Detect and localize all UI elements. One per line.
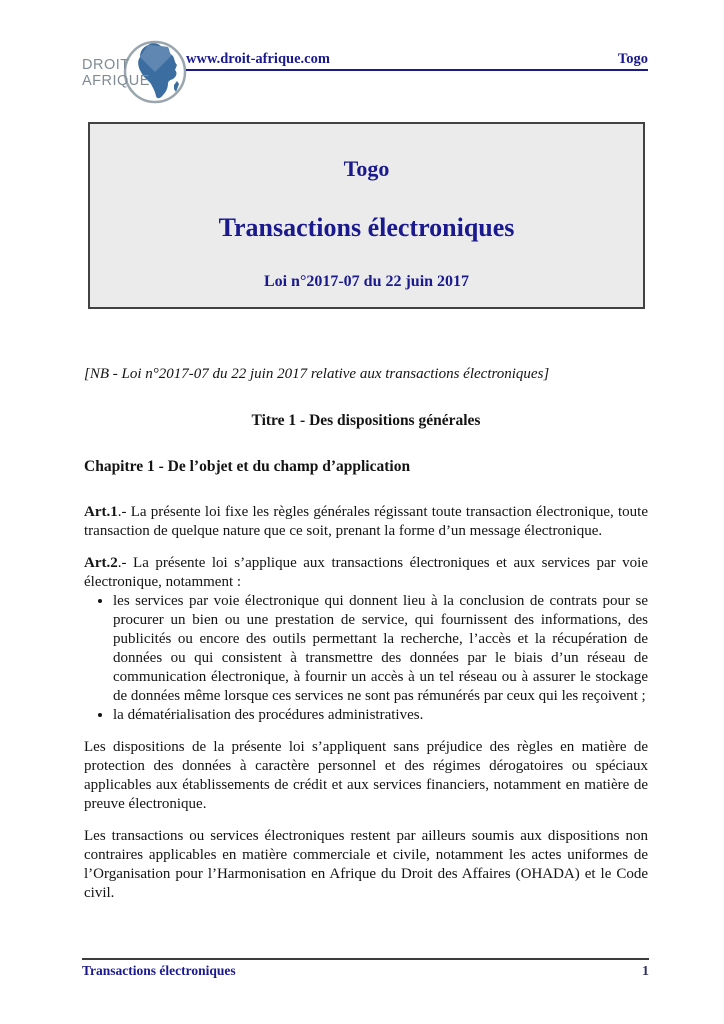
nb-note: [NB - Loi n°2017-07 du 22 juin 2017 relative aux transactions électroniques] (84, 366, 550, 382)
title-box-country: Togo (343, 156, 390, 181)
africa-map-icon (80, 38, 200, 108)
page-number: 1 (642, 964, 649, 979)
article-1-text: La présente loi fixe les règles générales régissant toute transaction électronique, toute transaction de quelque nature que ce soit, prenant la forme d’un message électronique. (84, 504, 648, 539)
article-2-bullet-list (84, 592, 648, 725)
site-link[interactable]: www.droit-afrique.com (186, 51, 330, 67)
document-body (84, 365, 648, 903)
page-header (186, 46, 648, 71)
article-2-separator: .- (117, 555, 134, 571)
list-item: • la dématérialisation des procédures administratives. (113, 706, 648, 725)
list-item: • les services par voie électronique qui donnent lieu à la conclusion de contrats pour se procurer un bien ou une prestation de service, qui fournissent des informations, des publicités ou encore des outils permettant la recherche, l’accès et la récupération de données ou qui consistent à transmettre des données par le biais d’un réseau de communication électronique, à fournir un accès à un tel réseau ou à assurer le stockage de données même lorsque ces services ne sont pas rémunérés par ceux qui les reçoivent ; (113, 592, 648, 706)
header-country: Togo (617, 51, 648, 67)
body-paragraph: Les dispositions de la présente loi s’appliquent sans préjudice des règles en matière de protection des données à caractère personnel et des régimes dérogatoires ou spéciaux applicables aux établissements de crédit et aux services financiers, notamment en matière de preuve électronique. (84, 739, 648, 812)
article-2-text: La présente loi s’applique aux transactions électroniques et aux services par voie électronique, notamment : (84, 555, 648, 590)
droit-afrique-logo (80, 38, 200, 108)
article-2-paragraph (84, 554, 648, 592)
title-box-subject: Transactions électroniques (218, 213, 515, 242)
article-1-label: Art.1 (84, 504, 118, 520)
heading-titre-1: Titre 1 - Des dispositions générales (251, 412, 481, 429)
footer-doc-title: Transactions électroniques (82, 963, 236, 978)
heading-chapitre-1: Chapitre 1 - De l’objet et du champ d’application (84, 458, 411, 475)
article-2-label: Art.2 (84, 555, 118, 571)
title-box (88, 122, 645, 309)
logo-text-line1: DROIT (82, 57, 130, 73)
body-paragraph: Les transactions ou services électroniques restent par ailleurs soumis aux dispositions non contraires applicables en matière commerciale et civile, notamment les actes uniformes de l’Organisation pour l’Harmonisation en Afrique du Droit des Affaires (OHADA) et le Code civil. (84, 828, 648, 901)
title-box-law-reference: Loi n°2017-07 du 22 juin 2017 (263, 273, 470, 290)
page-footer (82, 958, 649, 980)
article-1-separator: .- (117, 504, 131, 520)
article-1-paragraph (84, 503, 648, 541)
logo-text-line2: AFRIQUE (82, 73, 150, 89)
